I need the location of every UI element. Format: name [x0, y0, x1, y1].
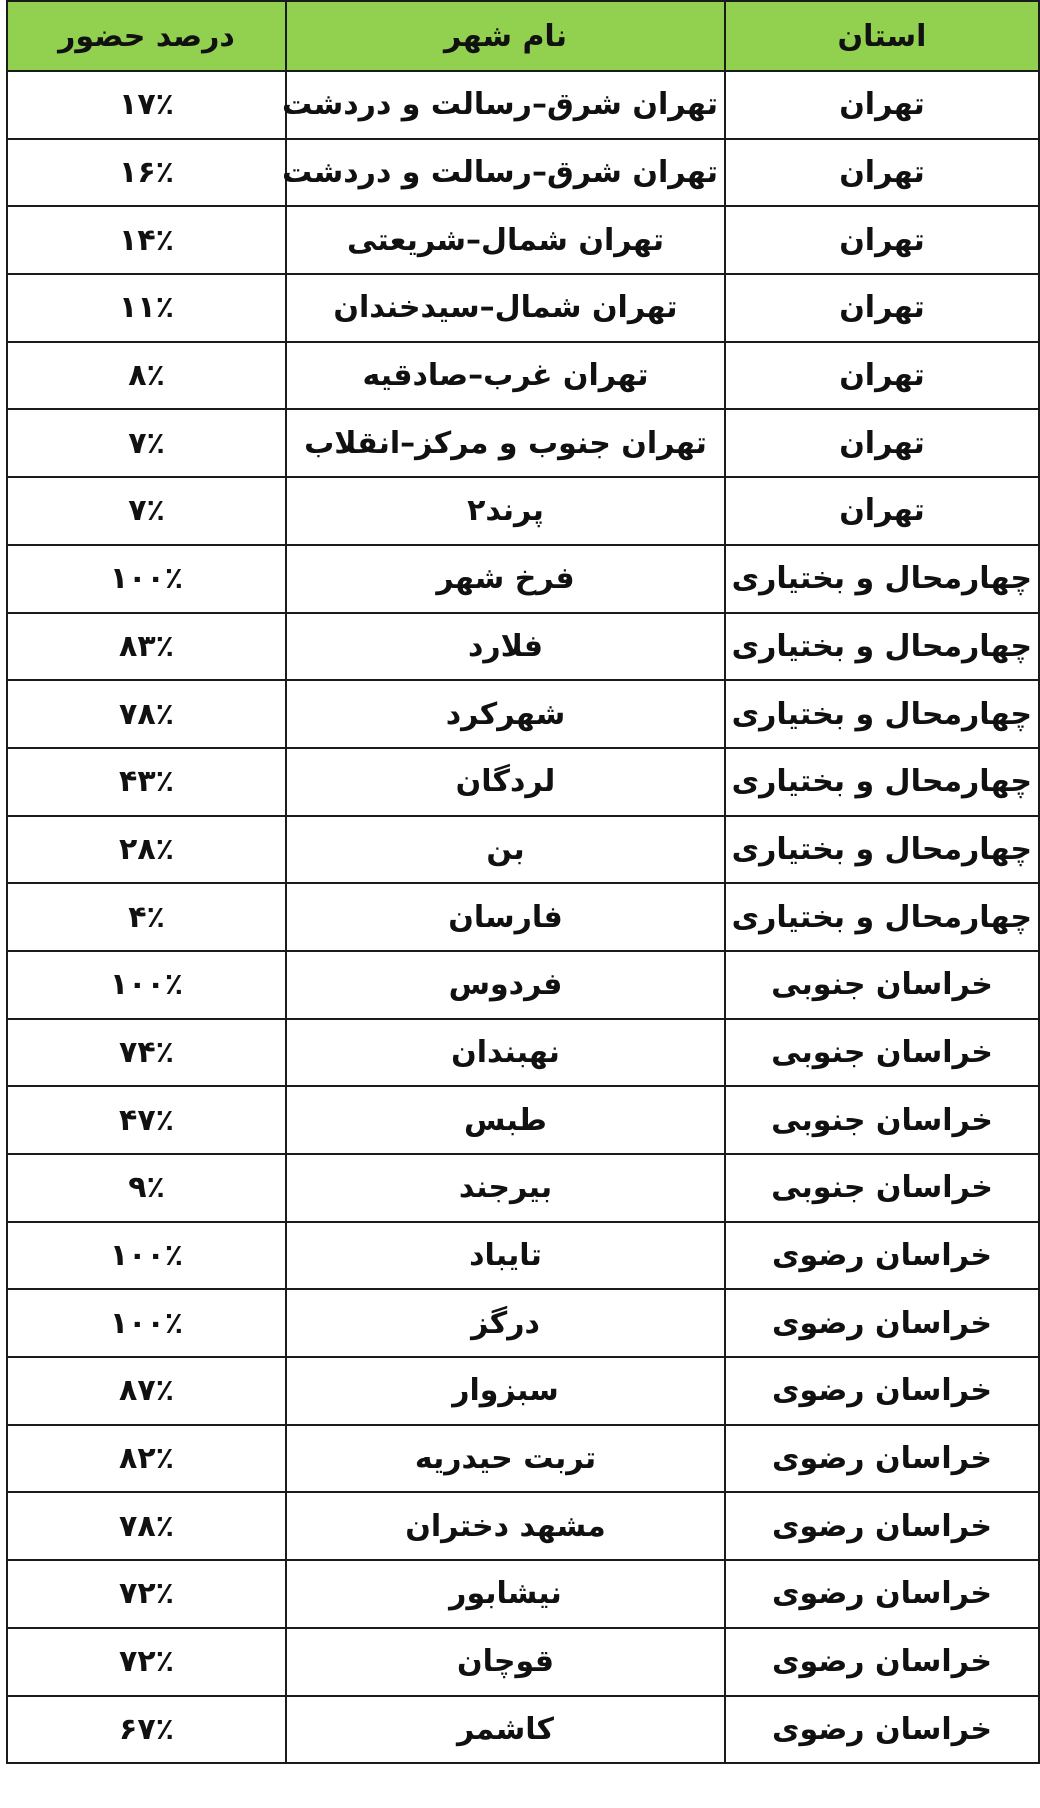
header-row: [7, 1, 1039, 71]
table-row: [7, 951, 1039, 1019]
cell-percent: ۱۰۰٪: [7, 951, 286, 1019]
cell-province: تهران: [725, 71, 1039, 139]
cell-province: خراسان رضوی: [725, 1425, 1039, 1493]
cell-percent: ۷۸٪: [7, 1492, 286, 1560]
cell-city: شهرکرد: [286, 680, 725, 748]
cell-percent: ۸۲٪: [7, 1425, 286, 1493]
header-percent: درصد حضور: [7, 1, 286, 71]
cell-city: درگز: [286, 1289, 725, 1357]
cell-province: تهران: [725, 274, 1039, 342]
cell-percent: ۷٪: [7, 477, 286, 545]
cell-percent: ۴۷٪: [7, 1086, 286, 1154]
cell-city: تهران جنوب و مرکز–انقلاب: [286, 409, 725, 477]
cell-city: نیشابور: [286, 1560, 725, 1628]
table-row: [7, 477, 1039, 545]
table-row: [7, 1425, 1039, 1493]
cell-percent: ۷۲٪: [7, 1560, 286, 1628]
table-row: [7, 342, 1039, 410]
cell-percent: ۷۴٪: [7, 1019, 286, 1087]
cell-province: چهارمحال و بختیاری: [725, 816, 1039, 884]
cell-city: تهران غرب–صادقیه: [286, 342, 725, 410]
cell-province: تهران: [725, 206, 1039, 274]
cell-city: تهران شمال–سیدخندان: [286, 274, 725, 342]
cell-percent: ۷۲٪: [7, 1628, 286, 1696]
cell-city: تهران شرق–رسالت و دردشت: [286, 71, 725, 139]
cell-province: چهارمحال و بختیاری: [725, 613, 1039, 681]
cell-province: خراسان رضوی: [725, 1560, 1039, 1628]
cell-percent: ۴٪: [7, 883, 286, 951]
cell-province: خراسان رضوی: [725, 1492, 1039, 1560]
table-row: [7, 1019, 1039, 1087]
cell-percent: ۱۴٪: [7, 206, 286, 274]
cell-province: چهارمحال و بختیاری: [725, 748, 1039, 816]
cell-city: تایباد: [286, 1222, 725, 1290]
cell-province: چهارمحال و بختیاری: [725, 680, 1039, 748]
table-row: [7, 139, 1039, 207]
table-row: [7, 613, 1039, 681]
cell-province: تهران: [725, 139, 1039, 207]
header-province: استان: [725, 1, 1039, 71]
cell-city: قوچان: [286, 1628, 725, 1696]
attendance-table: [6, 0, 1040, 1764]
table-row: [7, 1222, 1039, 1290]
cell-province: تهران: [725, 409, 1039, 477]
table-row: [7, 1357, 1039, 1425]
cell-percent: ۸۳٪: [7, 613, 286, 681]
cell-province: خراسان جنوبی: [725, 951, 1039, 1019]
cell-percent: ۸۷٪: [7, 1357, 286, 1425]
cell-percent: ۱۷٪: [7, 71, 286, 139]
header-city: نام شهر: [286, 1, 725, 71]
cell-percent: ۹٪: [7, 1154, 286, 1222]
table-row: [7, 71, 1039, 139]
cell-percent: ۶۷٪: [7, 1696, 286, 1764]
cell-province: تهران: [725, 477, 1039, 545]
cell-province: تهران: [725, 342, 1039, 410]
table-row: [7, 1560, 1039, 1628]
cell-city: کاشمر: [286, 1696, 725, 1764]
cell-city: مشهد دختران: [286, 1492, 725, 1560]
table-row: [7, 883, 1039, 951]
cell-percent: ۸٪: [7, 342, 286, 410]
cell-city: نهبندان: [286, 1019, 725, 1087]
table-row: [7, 1696, 1039, 1764]
cell-city: بیرجند: [286, 1154, 725, 1222]
cell-city: تربت حیدریه: [286, 1425, 725, 1493]
cell-percent: ۷٪: [7, 409, 286, 477]
cell-city: لردگان: [286, 748, 725, 816]
table-body: [7, 71, 1039, 1763]
cell-city: فارسان: [286, 883, 725, 951]
cell-percent: ۴۳٪: [7, 748, 286, 816]
cell-city: سبزوار: [286, 1357, 725, 1425]
cell-percent: ۱۰۰٪: [7, 545, 286, 613]
table-row: [7, 1289, 1039, 1357]
table-row: [7, 748, 1039, 816]
cell-province: خراسان جنوبی: [725, 1154, 1039, 1222]
cell-percent: ۱۰۰٪: [7, 1289, 286, 1357]
cell-province: خراسان رضوی: [725, 1222, 1039, 1290]
cell-province: خراسان رضوی: [725, 1628, 1039, 1696]
cell-city: بن: [286, 816, 725, 884]
table-row: [7, 409, 1039, 477]
table-row: [7, 1154, 1039, 1222]
cell-city: تهران شمال–شریعتی: [286, 206, 725, 274]
table-row: [7, 680, 1039, 748]
cell-percent: ۱۰۰٪: [7, 1222, 286, 1290]
cell-province: خراسان رضوی: [725, 1357, 1039, 1425]
table-row: [7, 206, 1039, 274]
table-row: [7, 1086, 1039, 1154]
table-header: [7, 1, 1039, 71]
cell-city: پرند۲: [286, 477, 725, 545]
cell-city: فرخ شهر: [286, 545, 725, 613]
cell-city: فلارد: [286, 613, 725, 681]
cell-city: تهران شرق–رسالت و دردشت: [286, 139, 725, 207]
cell-percent: ۱۶٪: [7, 139, 286, 207]
table-row: [7, 1492, 1039, 1560]
cell-province: چهارمحال و بختیاری: [725, 883, 1039, 951]
cell-city: فردوس: [286, 951, 725, 1019]
cell-province: خراسان رضوی: [725, 1289, 1039, 1357]
cell-province: خراسان جنوبی: [725, 1086, 1039, 1154]
table-row: [7, 274, 1039, 342]
cell-province: خراسان رضوی: [725, 1696, 1039, 1764]
cell-percent: ۲۸٪: [7, 816, 286, 884]
cell-percent: ۷۸٪: [7, 680, 286, 748]
table-row: [7, 816, 1039, 884]
cell-percent: ۱۱٪: [7, 274, 286, 342]
cell-province: چهارمحال و بختیاری: [725, 545, 1039, 613]
table-row: [7, 545, 1039, 613]
cell-province: خراسان جنوبی: [725, 1019, 1039, 1087]
table-row: [7, 1628, 1039, 1696]
attendance-table-container: [6, 0, 1032, 1764]
cell-city: طبس: [286, 1086, 725, 1154]
